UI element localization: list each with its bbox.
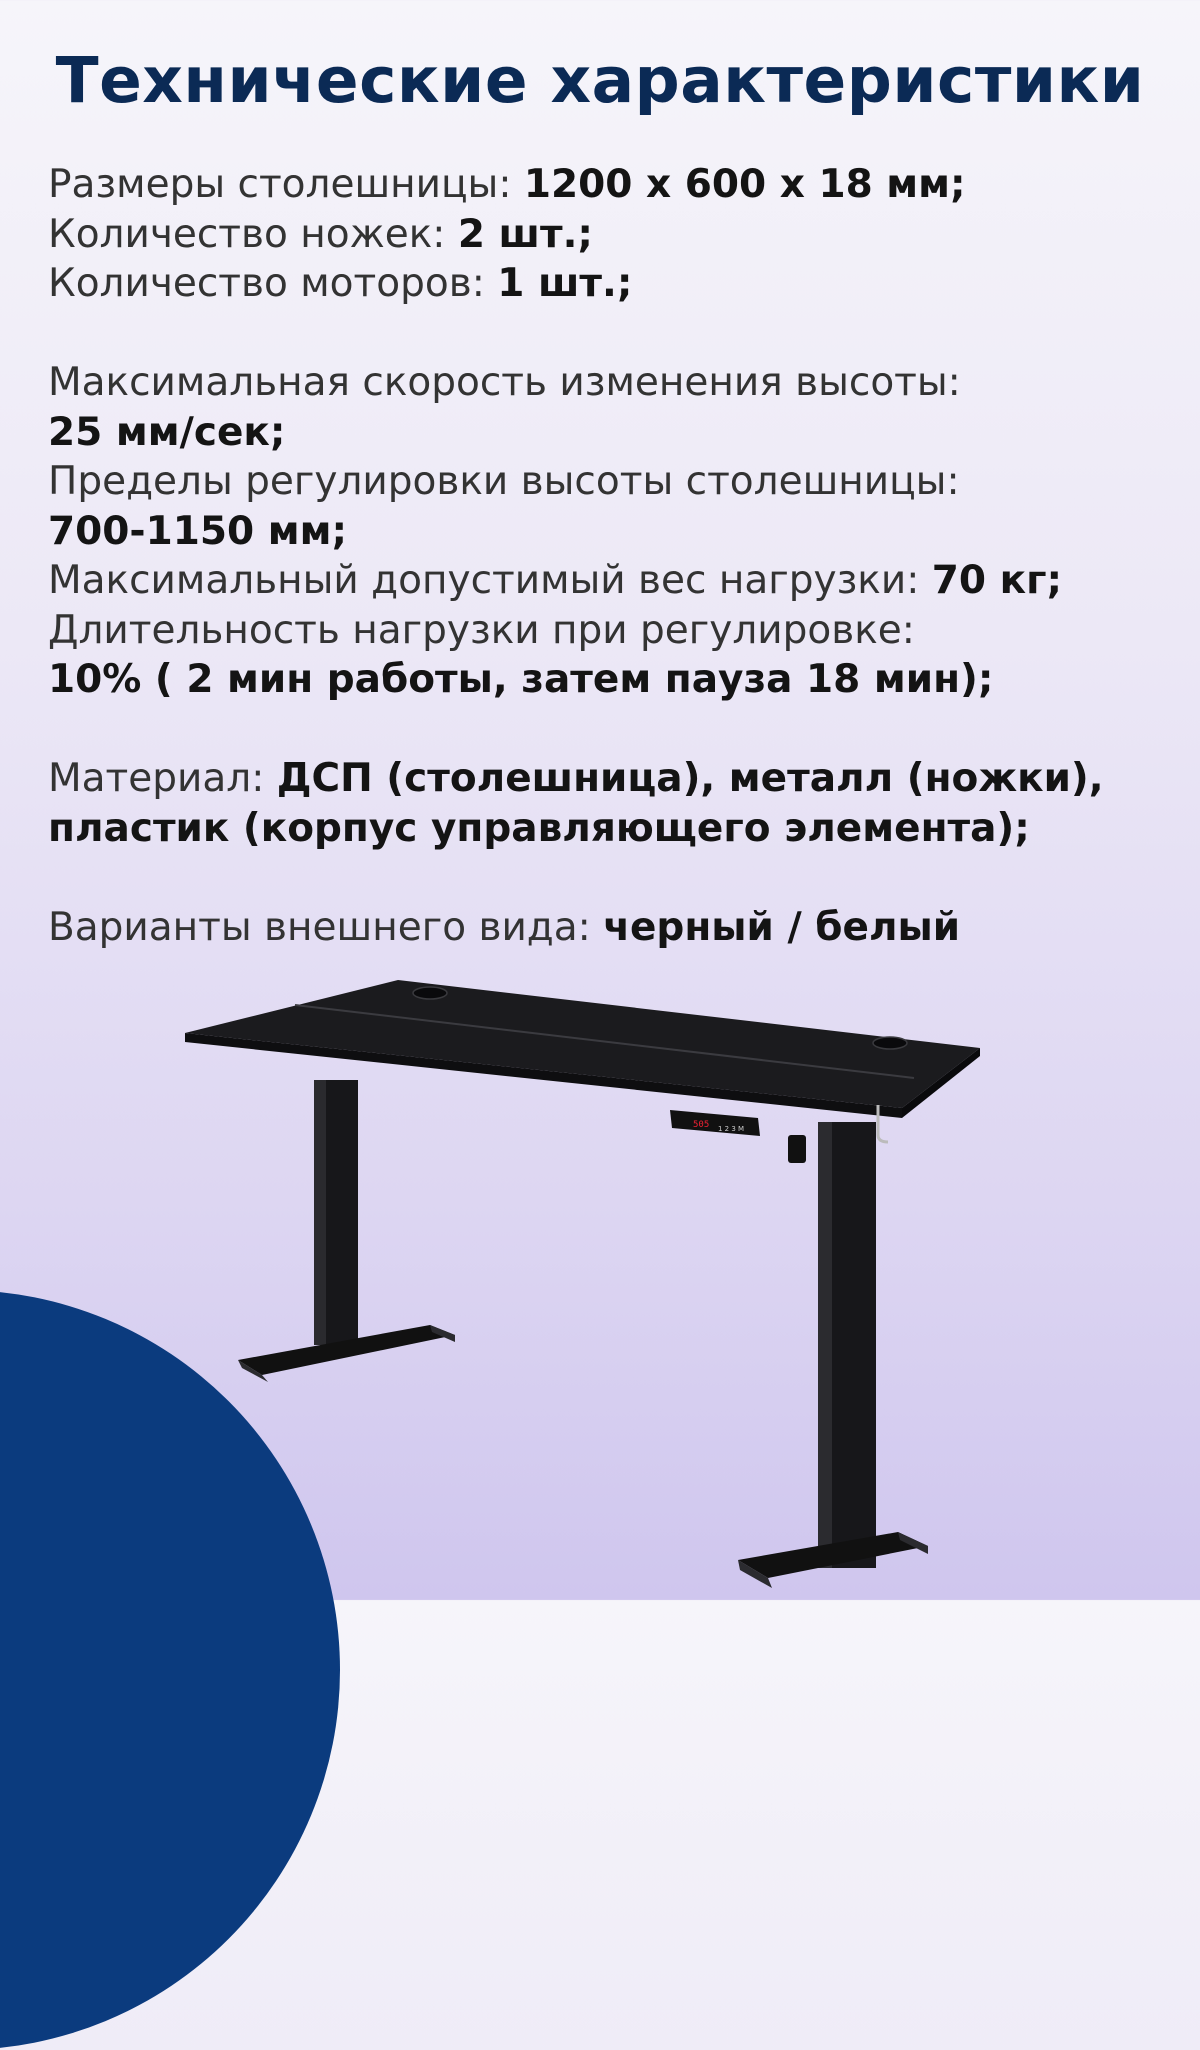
spec-label: Варианты внешнего вида: [48,904,604,950]
spec-motors-count [48,259,1168,309]
panel-display: 505 [693,1120,710,1130]
spec-max-speed-value [48,408,1168,458]
spec-value: пластик (корпус управляющего элемента); [48,805,1030,851]
spec-label: Количество ножек: [48,211,458,257]
spec-value: черный / белый [603,904,961,950]
spec-list [48,160,1168,952]
spec-duty-cycle-label [48,606,1168,656]
spec-variants [48,903,1168,953]
spec-value: 1 шт.; [497,261,633,306]
page-title: Технические характеристики [55,44,1145,117]
spec-label: Размеры столешницы: [48,162,524,207]
desk-left-leg [238,1080,455,1382]
spec-label: Максимальная скорость изменения высоты: [48,360,961,405]
spec-value: 1200 х 600 х 18 мм; [523,162,966,207]
desk-product-image [0,960,1200,1600]
spec-label: Длительность нагрузки при регулировке: [48,607,915,653]
spec-material-cont [48,804,1168,854]
spec-value: 10% ( 2 мин работы, затем пауза 18 мин); [48,657,994,702]
panel-buttons: 1 2 3 M [718,1125,745,1133]
desk-tabletop [185,980,980,1118]
spec-value: 700-1150 мм; [48,508,348,554]
spec-value: ДСП (столешница), металл (ножки), [276,756,1104,801]
spec-material [48,754,1168,804]
spec-legs-count [48,210,1168,260]
spec-tabletop-size [48,160,1168,210]
spec-max-load [48,556,1168,606]
spec-label: Количество моторов: [48,261,498,306]
motor-box [788,1135,806,1163]
spec-label: Материал: [48,756,277,801]
desk-right-leg [738,1122,928,1588]
spec-height-range-label [48,457,1168,507]
spec-value: 70 кг; [931,558,1063,603]
spec-value: 25 мм/сек; [48,409,286,455]
spec-duty-cycle-value [48,655,1168,705]
spec-label: Пределы регулировки высоты столешницы: [48,459,960,504]
spec-value: 2 шт.; [457,211,593,257]
spec-label: Максимальный допустимый вес нагрузки: [48,558,932,603]
spec-height-range-value [48,507,1168,557]
spec-max-speed-label [48,358,1168,408]
